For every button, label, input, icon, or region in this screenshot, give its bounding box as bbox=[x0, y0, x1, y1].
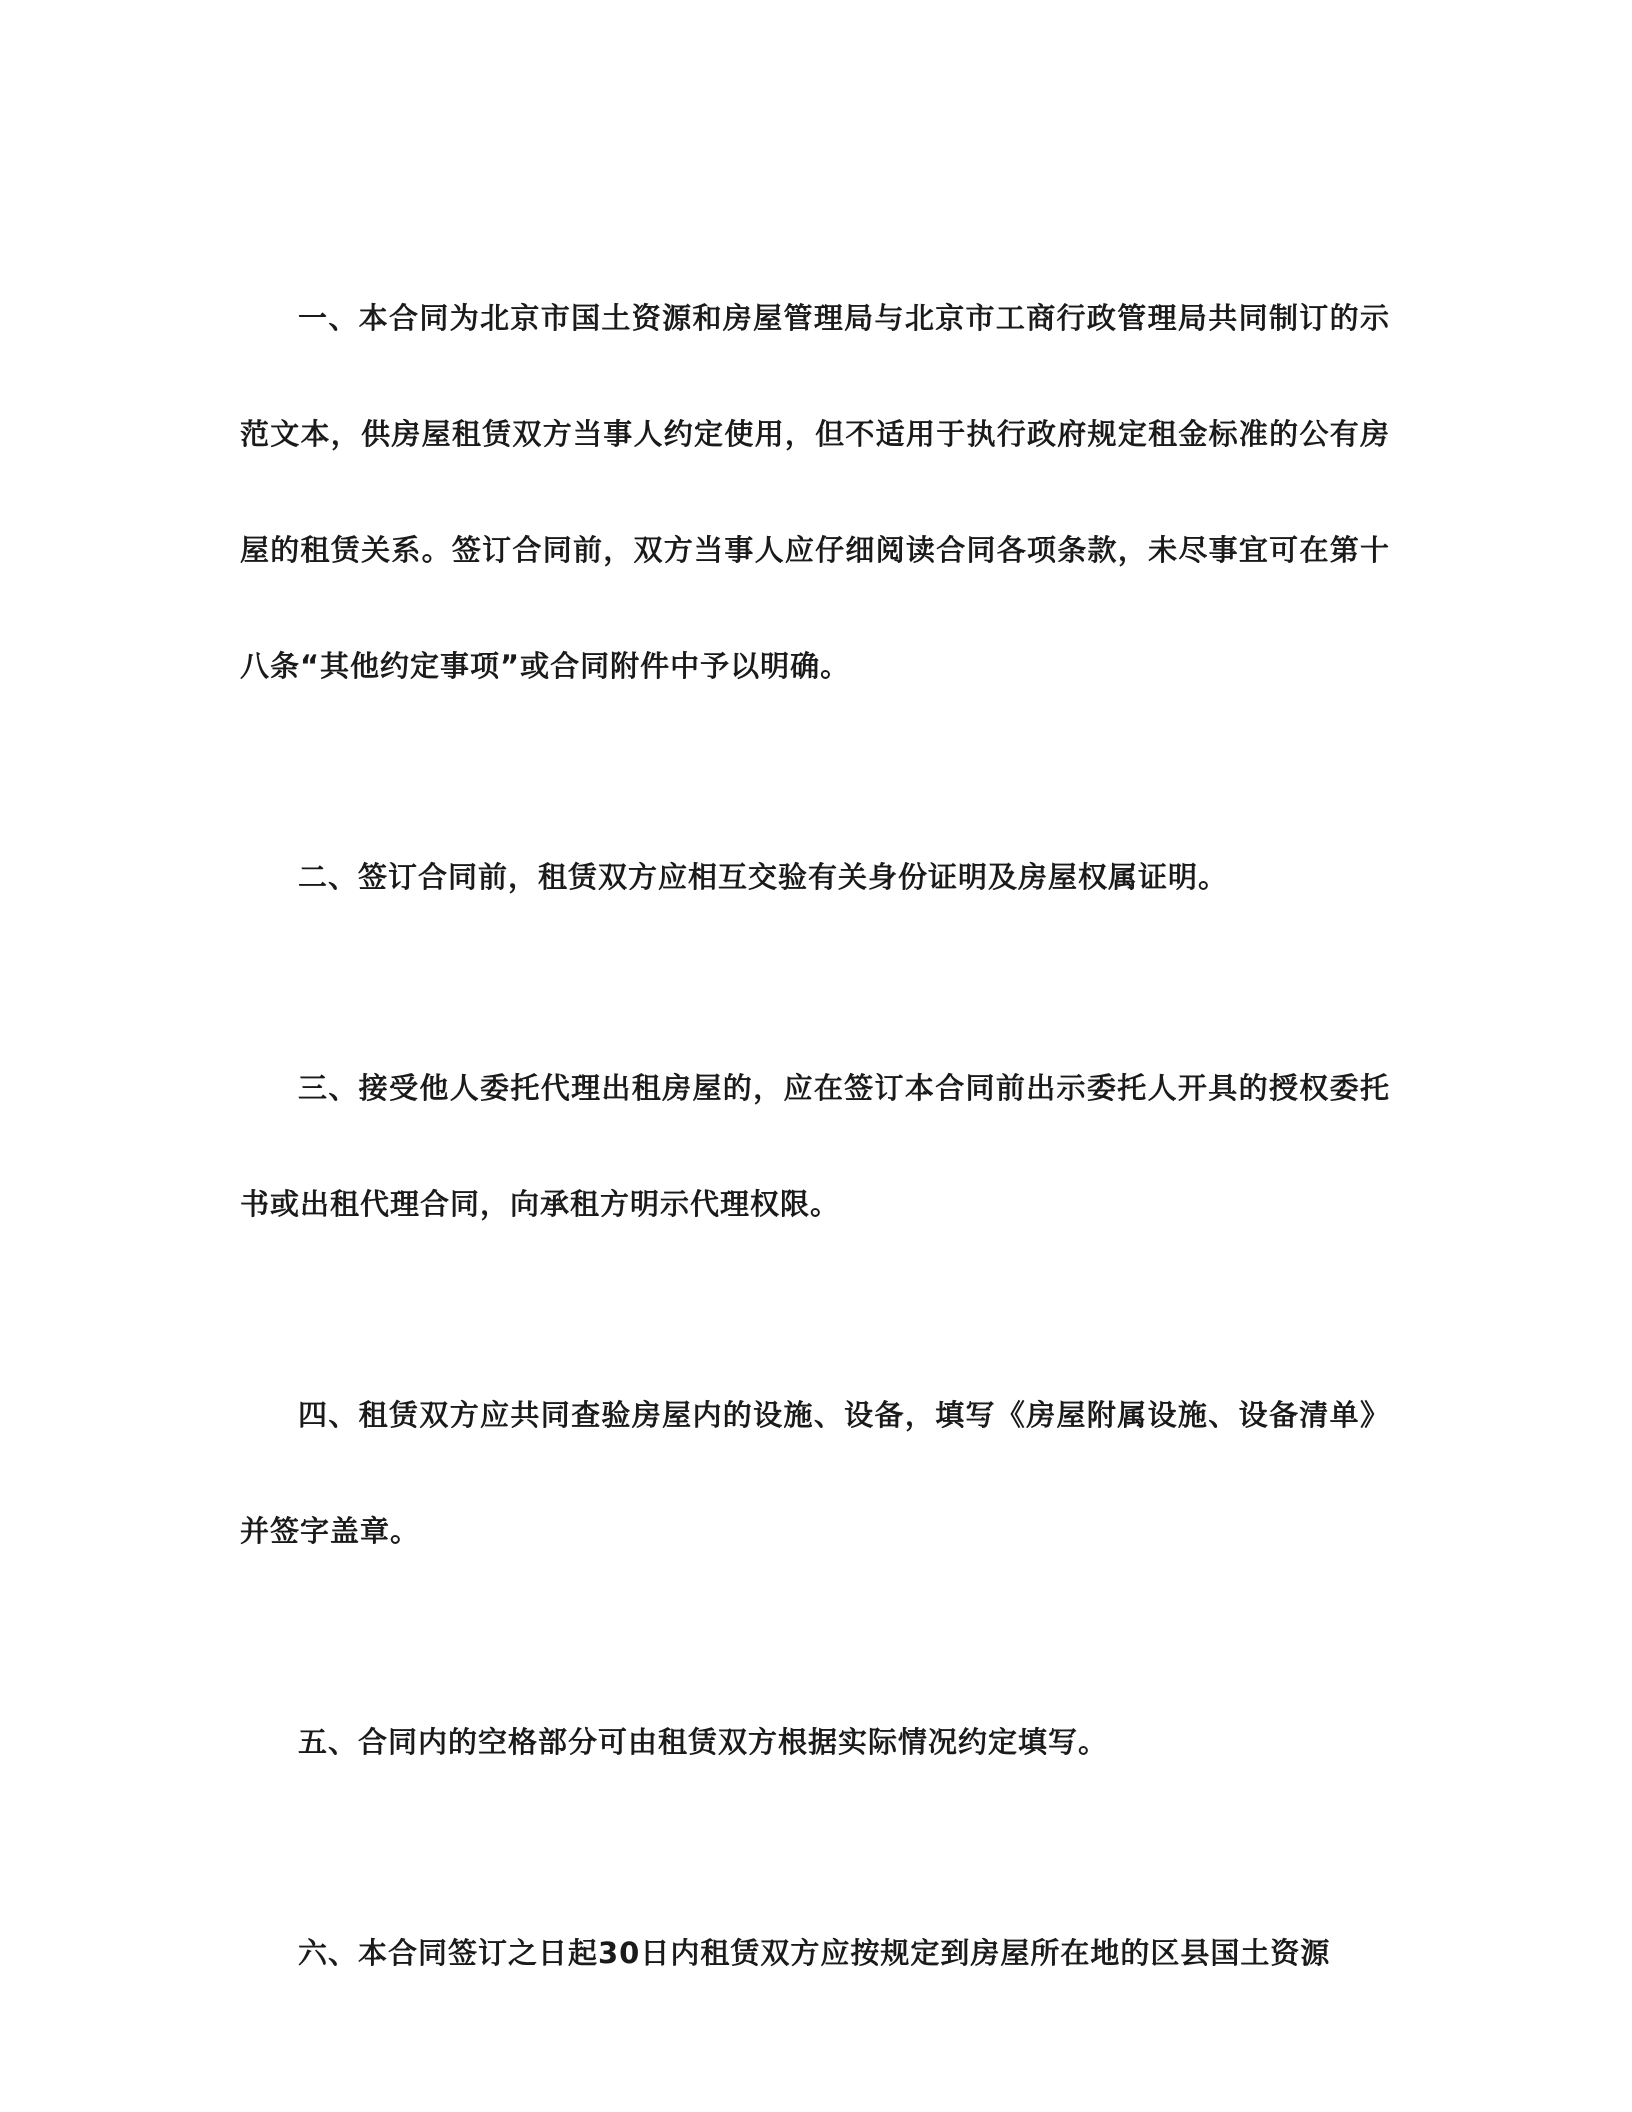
paragraph-6: 六、本合同签订之日起30日内租赁双方应按规定到房屋所在地的区县国土资源 bbox=[298, 1936, 1331, 1970]
paragraph-4: 四、租赁双方应共同查验房屋内的设施、设备，填写《房屋附属设施、设备清单》并签字盖章。 bbox=[240, 1398, 1390, 1548]
document-body bbox=[240, 260, 1390, 2011]
paragraph-2: 二、签订合同前，租赁双方应相互交验有关身份证明及房屋权属证明。 bbox=[298, 860, 1229, 894]
paragraph-5: 五、合同内的空格部分可由租赁双方根据实际情况约定填写。 bbox=[298, 1725, 1109, 1759]
paragraph-3: 三、接受他人委托代理出租房屋的，应在签订本合同前出示委托人开具的授权委托书或出租代理合同，向承租方明示代理权限。 bbox=[240, 1071, 1390, 1221]
paragraph-1: 一、本合同为北京市国土资源和房屋管理局与北京市工商行政管理局共同制订的示范文本，供房屋租赁双方当事人约定使用，但不适用于执行政府规定租金标准的公有房屋的租赁关系。签订合同前，双方当事人应仔细阅读合同各项条款，未尽事宜可在第十八条“其他约定事项”或合同附件中予以明确。 bbox=[240, 301, 1390, 683]
